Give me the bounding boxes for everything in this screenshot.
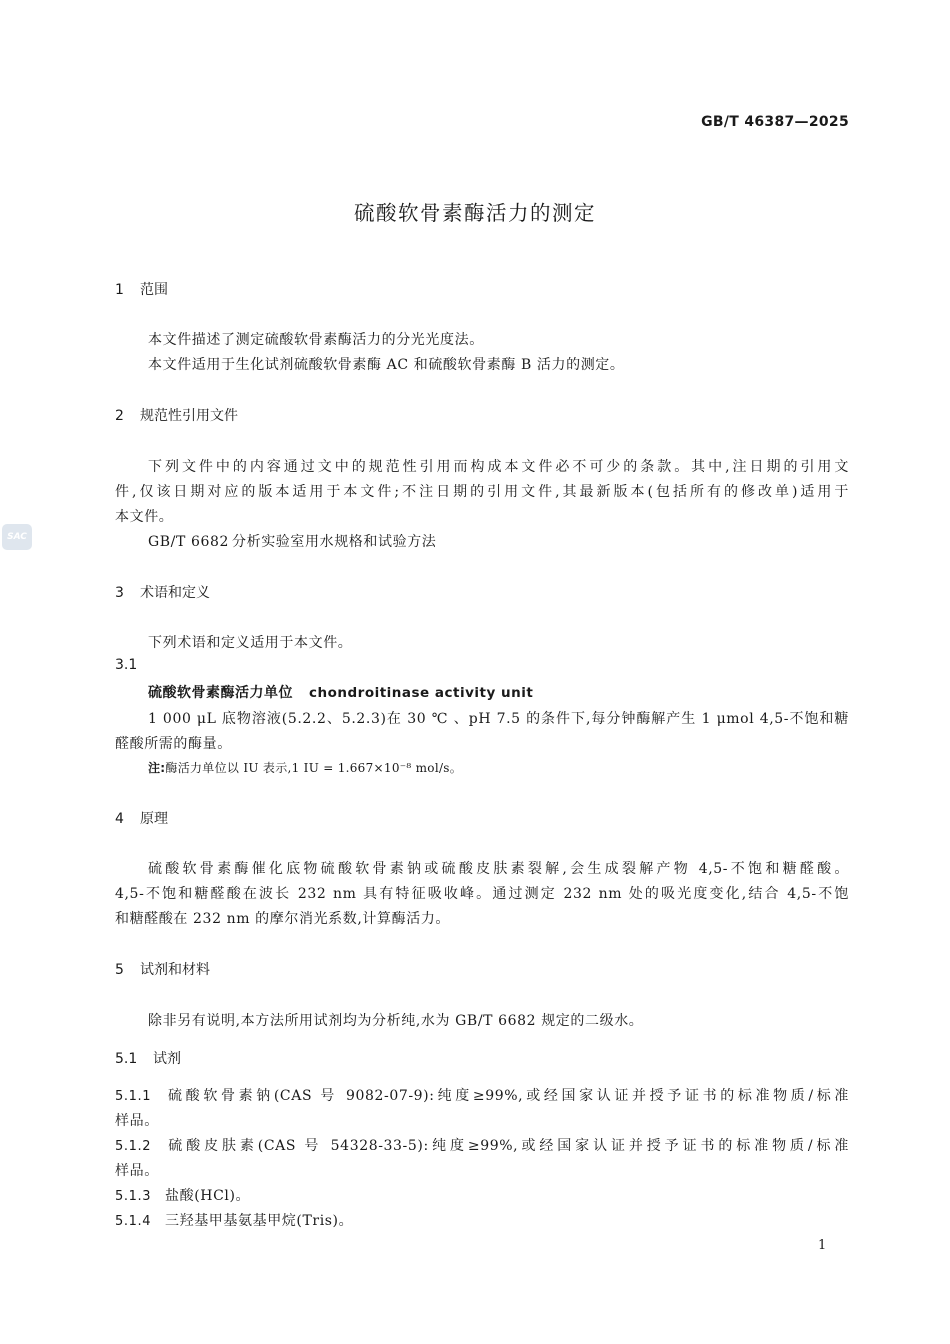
term-definition-line-1: 1 000 μL 底物溶液(5.2.2、5.2.3)在 30 ℃ 、pH 7.5 的条件下,每分钟酶解产生 1 μmol 4,5-不饱和糖 xyxy=(148,711,849,727)
section-number: 5 xyxy=(115,962,124,978)
section-title: 试剂和材料 xyxy=(140,962,210,978)
sac-watermark: SAC xyxy=(2,524,32,550)
section-title: 规范性引用文件 xyxy=(140,408,238,424)
section-1-heading xyxy=(115,279,168,299)
scope-paragraph-1: 本文件描述了测定硫酸软骨素酶活力的分光光度法。 xyxy=(148,332,484,348)
section-title: 原理 xyxy=(140,811,168,827)
section-2-heading xyxy=(115,405,238,425)
item-text: 三羟基甲基氨基甲烷(Tris)。 xyxy=(165,1213,354,1229)
section-title: 术语和定义 xyxy=(140,585,210,601)
term-number: 3.1 xyxy=(115,657,138,673)
reagent-item-5-1-3 xyxy=(115,1185,250,1205)
section-number: 4 xyxy=(115,811,124,827)
reagent-item-5-1-1 xyxy=(115,1085,849,1105)
subsection-title: 试剂 xyxy=(153,1051,181,1067)
scope-paragraph-2: 本文件适用于生化试剂硫酸软骨素酶 AC 和硫酸软骨素酶 B 活力的测定。 xyxy=(148,357,625,373)
section-number: 1 xyxy=(115,282,124,298)
note-label: 注: xyxy=(148,761,166,775)
note-text: 酶活力单位以 IU 表示,1 IU = 1.667×10⁻⁸ mol/s。 xyxy=(165,761,463,775)
term-english: chondroitinase activity unit xyxy=(309,685,534,701)
references-paragraph-line-3: 本文件。 xyxy=(115,509,174,525)
section-number: 2 xyxy=(115,408,124,424)
item-number: 5.1.4 xyxy=(115,1214,152,1229)
section-3-heading xyxy=(115,582,210,602)
subsection-number: 5.1 xyxy=(115,1051,138,1067)
item-number: 5.1.1 xyxy=(115,1089,152,1104)
normative-reference xyxy=(148,531,436,551)
item-number: 5.1.3 xyxy=(115,1189,152,1204)
section-4-heading xyxy=(115,808,168,828)
item-text: 硫酸皮肤素(CAS 号 54328-33-5):纯度≥99%,或经国家认证并授予证书的标准物质/标准 xyxy=(165,1138,849,1154)
principle-line-3: 和糖醛酸在 232 nm 的摩尔消光系数,计算酶活力。 xyxy=(115,911,451,927)
references-paragraph-line-1: 下列文件中的内容通过文中的规范性引用而构成本文件必不可少的条款。其中,注日期的引用文 xyxy=(148,459,849,475)
document-title: 硫酸软骨素酶活力的测定 xyxy=(354,201,596,225)
standard-number: GB/T 46387—2025 xyxy=(701,114,849,130)
reagent-item-5-1-2-continued: 样品。 xyxy=(115,1163,159,1179)
principle-line-1: 硫酸软骨素酶催化底物硫酸软骨素钠或硫酸皮肤素裂解,会生成裂解产物 4,5-不饱和糖醛酸。 xyxy=(148,861,849,877)
section-5-heading xyxy=(115,959,210,979)
reagents-intro: 除非另有说明,本方法所用试剂均为分析纯,水为 GB/T 6682 规定的二级水。 xyxy=(148,1013,644,1029)
item-text: 盐酸(HCl)。 xyxy=(165,1188,251,1204)
page-number: 1 xyxy=(818,1238,827,1253)
item-text: 硫酸软骨素钠(CAS 号 9082-07-9):纯度≥99%,或经国家认证并授予证书的标准物质/标准 xyxy=(165,1088,849,1104)
principle-line-2: 4,5-不饱和糖醛酸在波长 232 nm 具有特征吸收峰。通过测定 232 nm 处的吸光度变化,结合 4,5-不饱 xyxy=(115,886,849,902)
reference-code: GB/T 6682 xyxy=(148,534,230,550)
reagent-item-5-1-2 xyxy=(115,1135,849,1155)
term-definition-line-2: 醛酸所需的酶量。 xyxy=(115,736,232,752)
item-number: 5.1.2 xyxy=(115,1139,152,1154)
reagent-item-5-1-4 xyxy=(115,1210,353,1230)
term-chinese: 硫酸软骨素酶活力单位 xyxy=(148,685,293,701)
terms-intro: 下列术语和定义适用于本文件。 xyxy=(148,635,353,651)
references-paragraph-line-2: 件,仅该日期对应的版本适用于本文件;不注日期的引用文件,其最新版本(包括所有的修改单)适用于 xyxy=(115,484,849,500)
section-title: 范围 xyxy=(140,282,168,298)
term-note xyxy=(148,759,462,776)
subsection-5-1-heading xyxy=(115,1048,181,1068)
reference-title: 分析实验室用水规格和试验方法 xyxy=(232,534,437,550)
section-number: 3 xyxy=(115,585,124,601)
reagent-item-5-1-1-continued: 样品。 xyxy=(115,1113,159,1129)
term-entry xyxy=(148,682,533,702)
